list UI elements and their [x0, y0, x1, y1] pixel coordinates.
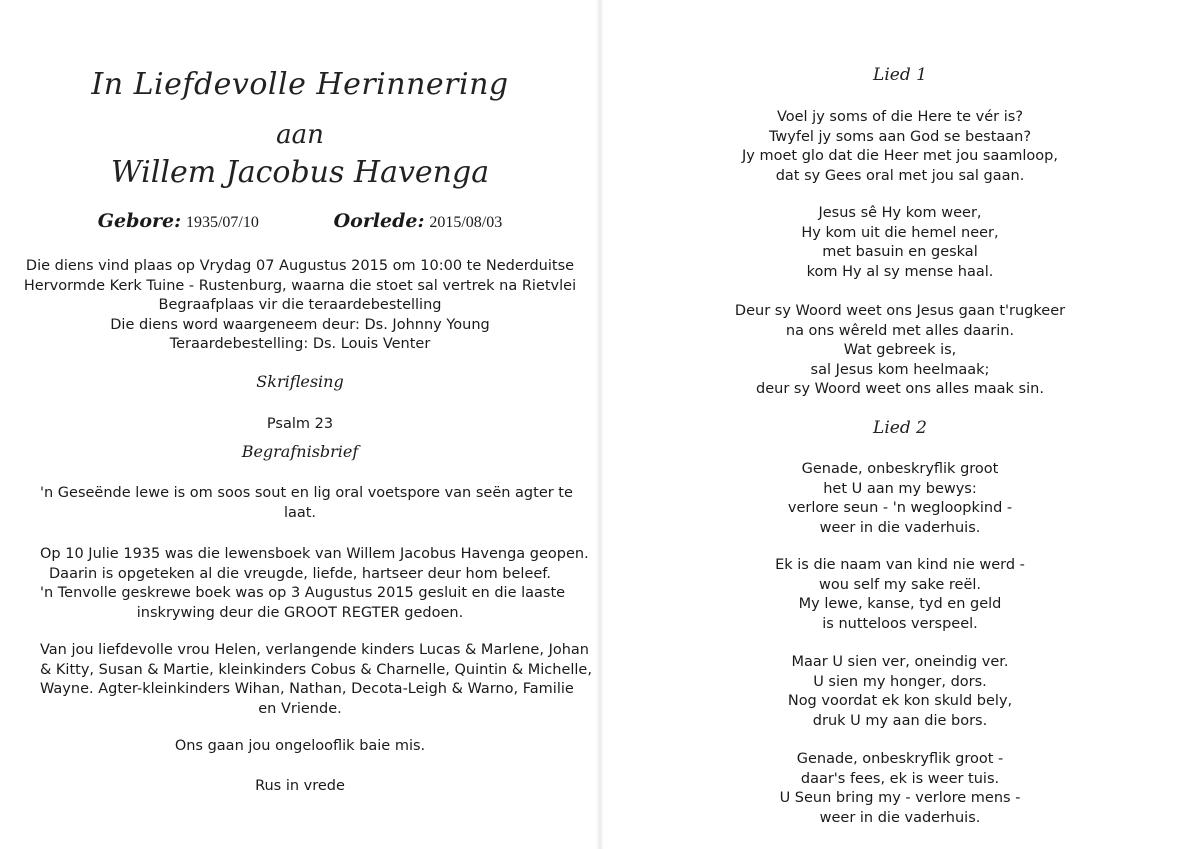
hymn-2-stanza: [600, 750, 1200, 828]
lyric-line: na ons wêreld met alles daarin.: [785, 322, 1015, 339]
service-line: Hervormde Kerk Tuine - Rustenburg, waarna die stoet sal vertrek na Rietvlei: [23, 277, 577, 294]
service-details: [0, 257, 600, 355]
lyric-line: Nog voordat ek kon skuld bely,: [787, 693, 1013, 709]
hymn-2-stanza: [600, 460, 1200, 538]
lyric-line: Twyfel jy soms aan God se bestaan?: [768, 128, 1032, 145]
born-date: 1935/07/10: [185, 214, 259, 231]
letter-paragraph-2: [40, 545, 589, 623]
lyric-line: Ek is die naam van kind nie werd -: [775, 557, 1025, 573]
lyric-line: weer in die vaderhuis.: [819, 809, 981, 826]
lyric-line: is nutteloos verspeel.: [822, 615, 978, 632]
lyric-line: met basuin en geskal: [822, 244, 978, 260]
lyric-line: U Seun bring my - verlore mens -: [779, 790, 1021, 806]
memorial-title-aan: aan: [276, 120, 324, 150]
hymn-1-title: Lied 1: [873, 65, 927, 85]
paragraph-line: en Vriende.: [258, 700, 342, 717]
paragraph-line: & Kitty, Susan & Martie, kleinkinders Cobus & Charnelle, Quintin & Michelle,: [40, 661, 592, 678]
lyric-line: Genade, onbeskryflik groot -: [796, 751, 1004, 767]
scripture-reading: Psalm 23: [266, 416, 334, 432]
paragraph-line: 'n Geseënde lewe is om soos sout en lig oral voetspore van seën agter te: [40, 485, 573, 501]
lyric-line: Jesus sê Hy kom weer,: [818, 205, 982, 221]
lyric-line: weer in die vaderhuis.: [819, 519, 981, 536]
lyric-line: wou self my sake reël.: [818, 576, 982, 593]
lyric-line: deur sy Woord weet ons alles maak sin.: [756, 381, 1044, 397]
paragraph-line: Van jou liefdevolle vrou Helen, verlangende kinders Lucas & Marlene, Johan: [40, 642, 589, 658]
lyric-line: het U aan my bewys:: [823, 480, 977, 497]
service-line: Teraardebestelling: Ds. Louis Venter: [169, 336, 431, 352]
lyric-line: Genade, onbeskryflik groot: [801, 461, 999, 477]
lyric-line: verlore seun - 'n wegloopkind -: [787, 500, 1013, 516]
lyric-line: sal Jesus kom heelmaak;: [810, 361, 990, 378]
paragraph-line: Op 10 Julie 1935 was die lewensboek van Willem Jacobus Havenga geopen.: [40, 546, 589, 562]
lyric-line: druk U my aan die bors.: [812, 712, 988, 729]
letter-paragraph-1: [40, 484, 573, 523]
memorial-title: In Liefdevolle Herinnering: [91, 67, 509, 102]
hymn-1-stanza: [600, 204, 1200, 282]
closing-line: Ons gaan jou ongelooflik baie mis.: [174, 738, 426, 754]
lyric-line: Jy moet glo dat die Heer met jou saamloop,: [742, 148, 1058, 164]
born-label: Gebore:: [97, 210, 182, 232]
hymn-2-stanza: [600, 653, 1200, 731]
deceased-name: Willem Jacobus Havenga: [110, 155, 490, 190]
hymn-1-stanza: [600, 302, 1200, 400]
lyric-line: Voel jy soms of die Here te vér is?: [776, 109, 1024, 125]
lyric-line: kom Hy al sy mense haal.: [806, 263, 994, 280]
paragraph-line: 'n Tenvolle geskrewe boek was op 3 Augustus 2015 gesluit en die laaste: [40, 585, 566, 601]
paragraph-line: Daarin is opgeteken al die vreugde, liefde, hartseer deur hom beleef.: [49, 565, 551, 582]
lyric-line: U sien my honger, dors.: [813, 673, 987, 690]
lyric-line: Wat gebreek is,: [843, 342, 957, 358]
lyric-line: My lewe, kanse, tyd en geld: [798, 596, 1002, 612]
paragraph-line: laat.: [283, 504, 317, 521]
hymn-1-stanza: [600, 108, 1200, 186]
service-line: Begraafplaas vir die teraardebestelling: [158, 297, 442, 313]
died-label: Oorlede:: [333, 210, 425, 232]
hymn-2-title: Lied 2: [873, 418, 927, 438]
letter-heading: Begrafnisbrief: [241, 442, 359, 461]
paragraph-line: Wayne. Agter-kleinkinders Wihan, Nathan, Decota-Leigh & Warno, Familie: [40, 681, 574, 697]
scripture-heading: Skriflesing: [256, 372, 344, 391]
lyric-line: Hy kom uit die hemel neer,: [801, 224, 999, 241]
right-page: [600, 0, 1200, 849]
lyric-line: Deur sy Woord weet ons Jesus gaan t'rugkeer: [734, 303, 1066, 319]
lyric-line: daar's fees, ek is weer tuis.: [800, 770, 1000, 787]
rest-in-peace: Rus in vrede: [255, 778, 345, 794]
service-line: Die diens word waargeneem deur: Ds. Johnny Young: [110, 316, 490, 333]
service-line: Die diens vind plaas op Vrydag 07 Augustus 2015 om 10:00 te Nederduitse: [25, 258, 575, 274]
lyric-line: dat sy Gees oral met jou sal gaan.: [775, 167, 1025, 184]
dates-row: [0, 210, 600, 232]
letter-paragraph-3: [40, 641, 592, 719]
paragraph-line: inskrywing deur die GROOT REGTER gedoen.: [136, 604, 464, 621]
died-date: 2015/08/03: [429, 214, 503, 231]
lyric-line: Maar U sien ver, oneindig ver.: [791, 654, 1009, 670]
hymn-2-stanza: [600, 556, 1200, 634]
